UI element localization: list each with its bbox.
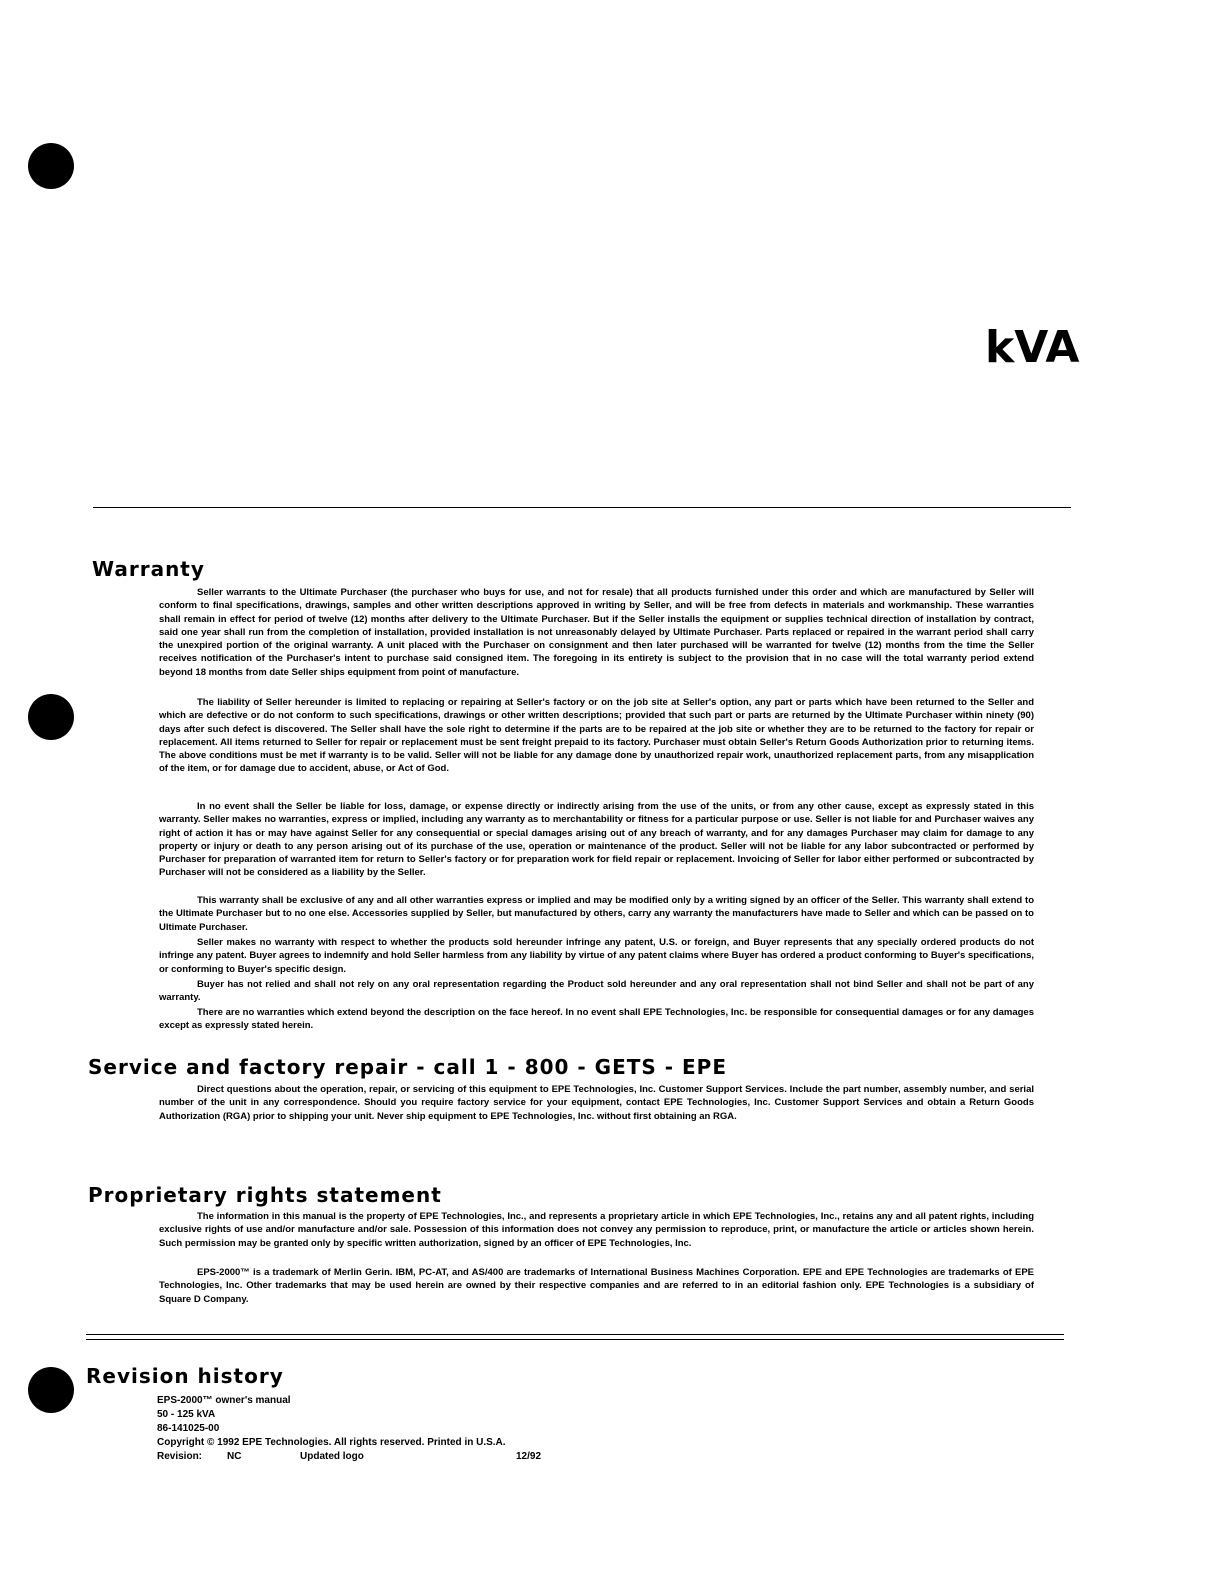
page-title-kva: kVA — [985, 322, 1080, 373]
revision-line-part-number: 86-141025-00 — [157, 1423, 220, 1434]
revision-line-product: EPS-2000™ owner's manual — [157, 1395, 291, 1406]
service-heading: Service and factory repair - call 1 - 800 - GETS - EPE — [88, 1055, 727, 1079]
warranty-paragraph-1: Seller warrants to the Ultimate Purchaser (the purchaser who buys for use, and not for resale) that all products furnished under this order and which are manufactured by Seller will conform to final specifications, drawings, samples and other written descriptions approved in writing by Seller, and will be free from defects in materials and workmanship. These warranties shall remain in effect for period of twelve (12) months after delivery to the Ultimate Purchaser. But if the Seller installs the equipment or supplies technical direction of installation by contract, said one year shall run from the completion of installation, provided installation is not unreasonably delayed by Ultimate Purchaser. Parts replaced or repaired in the warrant period shall carry the unexpired portion of the original warranty. A unit placed with the Purchaser on consignment and then later purchased will be warranted for twelve (12) months from the time the Seller receives notification of the Purchaser's intent to purchase said consigned item. The foregoing in its entirety is subject to the provision that in no case will the total warranty period extend beyond 18 months from date Seller ships equipment from point of manufacture. — [159, 587, 1034, 678]
warranty-paragraph-7: There are no warranties which extend beyond the description on the face hereof. In no event shall EPE Technologies, Inc. be responsible for consequential damages or for any damages except as expressly stated herein. — [159, 1007, 1034, 1032]
revision-note: Updated logo — [300, 1451, 364, 1462]
binder-hole-top — [28, 143, 74, 189]
revision-date: 12/92 — [516, 1451, 542, 1462]
bottom-divider-lower — [86, 1339, 1064, 1340]
revision-line-copyright: Copyright © 1992 EPE Technologies. All rights reserved. Printed in U.S.A. — [157, 1437, 506, 1448]
proprietary-heading: Proprietary rights statement — [88, 1183, 442, 1207]
binder-hole-middle — [28, 694, 74, 740]
proprietary-paragraph-1: The information in this manual is the property of EPE Technologies, Inc., and represents a proprietary article in which EPE Technologies, Inc., retains any and all patent rights, including exclusive rights of use and/or manufacture and/or sale. Possession of this information does not convey any permission to reproduce, print, or manufacture the article or articles shown herein. Such permission may be granted only by specific written authorization, signed by an officer of EPE Technologies, Inc. — [159, 1211, 1034, 1249]
bottom-divider-upper — [86, 1334, 1064, 1335]
service-paragraph: Direct questions about the operation, repair, or servicing of this equipment to EPE Technologies, Inc. Customer Support Services. Include the part number, assembly number, and serial number of the unit in any correspondence. Should you require factory service for your equipment, contact EPE Technologies, Inc. Customer Support Services and obtain a Return Goods Authorization (RGA) prior to shipping your unit. Never ship equipment to EPE Technologies, Inc. without first obtaining an RGA. — [159, 1084, 1034, 1122]
warranty-paragraph-4: This warranty shall be exclusive of any and all other warranties express or implied and may be modified only by a writing signed by an officer of the Seller. This warranty shall extend to the Ultimate Purchaser but to no one else. Accessories supplied by Seller, but manufactured by others, carry any warranty the manufacturers have made to Seller and which can be passed on to Ultimate Purchaser. — [159, 895, 1034, 933]
proprietary-paragraph-2: EPS-2000™ is a trademark of Merlin Gerin. IBM, PC-AT, and AS/400 are trademarks of International Business Machines Corporation. EPE and EPE Technologies are trademarks of EPE Technologies, Inc. Other trademarks that may be used herein are owned by their respective companies and are referred to in an editorial fashion only. EPE Technologies is a subsidiary of Square D Company. — [159, 1267, 1034, 1305]
revision-heading: Revision history — [86, 1364, 284, 1388]
revision-code: NC — [227, 1451, 242, 1462]
revision-label: Revision: — [157, 1451, 203, 1462]
warranty-paragraph-6: Buyer has not relied and shall not rely on any oral representation regarding the Product sold hereunder and any oral representation shall not bind Seller and shall not be part of any warranty. — [159, 979, 1034, 1004]
warranty-heading: Warranty — [92, 557, 205, 581]
revision-line-range: 50 - 125 kVA — [157, 1409, 216, 1420]
warranty-paragraph-3: In no event shall the Seller be liable for loss, damage, or expense directly or indirectly arising from the use of the units, or from any other cause, except as expressly stated in this warranty. Seller makes no warranties, express or implied, including any warranty as to merchantability or fitness for a particular purpose or use. Seller is not liable for and Purchaser waives any right of action it has or may have against Seller for any consequential or special damages arising out of any breach of warranty, and for any damages Purchaser may claim for damage to any property or injury or death to any person arising out of its purchase of the use, operation or maintenance of the product. Seller will not be liable for any labor subcontracted or performed by Purchaser for preparation of warranted item for return to Seller's factory or for preparation work for field repair or replacement. Invoicing of Seller for labor either performed or subcontracted by Purchaser will not be considered as a liability by the Seller. — [159, 801, 1034, 879]
binder-hole-bottom — [28, 1367, 74, 1413]
warranty-paragraph-5: Seller makes no warranty with respect to whether the products sold hereunder infringe any patent, U.S. or foreign, and Buyer represents that any specially ordered products do not infringe any patent. Buyer agrees to indemnify and hold Seller harmless from any liability by virtue of any patent claims where Buyer has ordered a product conforming to Buyer's specifications, or conforming to Buyer's specific design. — [159, 937, 1034, 975]
top-divider — [93, 507, 1071, 508]
warranty-paragraph-2: The liability of Seller hereunder is limited to replacing or repairing at Seller's factory or on the job site at Seller's option, any part or parts which have been returned to the Seller and which are defective or do not conform to such specifications, drawings or other written descriptions; provided that such part or parts are returned by the Ultimate Purchaser within ninety (90) days after such defect is discovered. The Seller shall have the sole right to determine if the parts are to be repaired at the job site or whether they are to be returned to the factory for repair or replacement. All items returned to Seller for repair or replacement must be sent freight prepaid to its factory. Purchaser must obtain Seller's Return Goods Authorization prior to returning items. The above conditions must be met if warranty is to be valid. Seller will not be liable for any damage done by unauthorized repair work, unauthorized replacement parts, from any misapplication of the item, or for damage due to accident, abuse, or Act of God. — [159, 697, 1034, 775]
